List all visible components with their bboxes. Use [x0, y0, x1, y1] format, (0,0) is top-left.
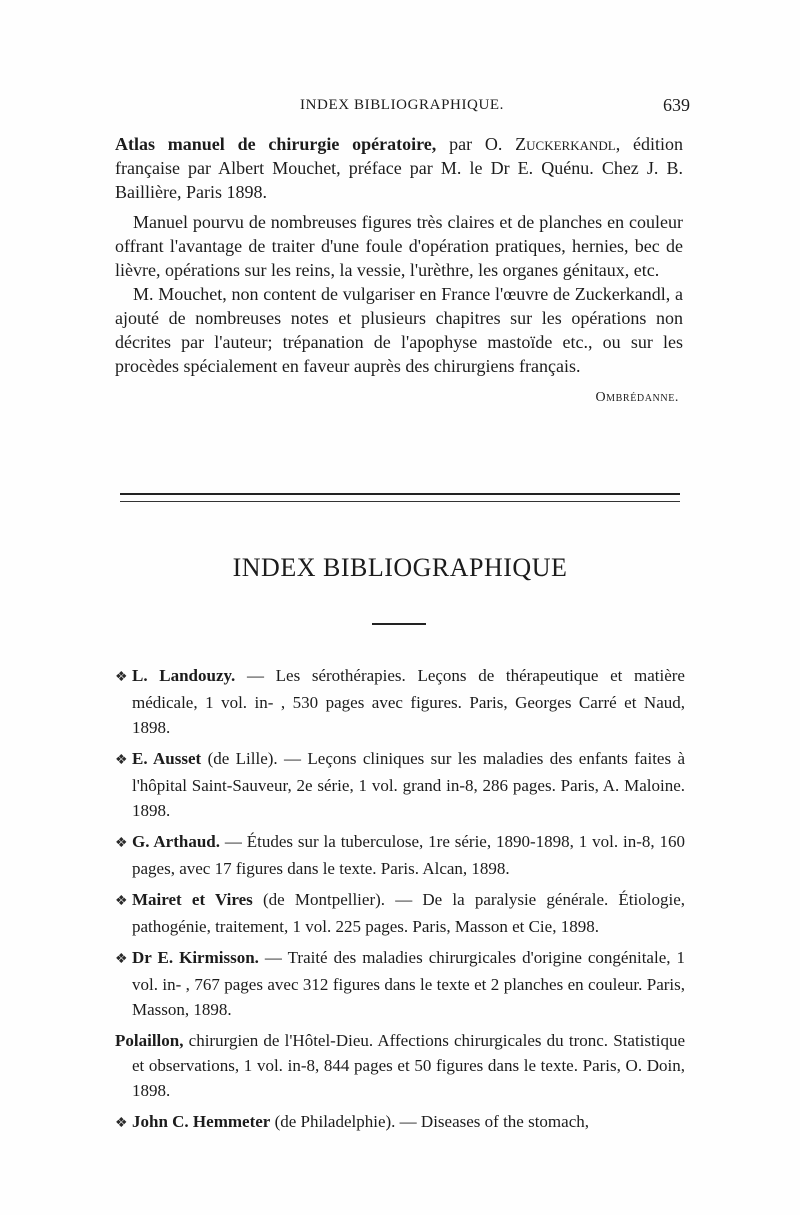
bibliography-entry	[115, 887, 685, 939]
review-signature: Ombrédanne.	[595, 390, 679, 405]
bibliography-entry	[115, 746, 685, 823]
page-number: 639	[663, 95, 690, 115]
bibliography-entry	[115, 945, 685, 1022]
bibliography-list	[115, 663, 685, 1142]
review-reference-details: , édition française par Albert Mouchet, préface par M. le Dr E. Quénu. Chez J. B. Baillière, Paris 1898.	[115, 134, 684, 202]
entry-marker-icon: ❖	[115, 753, 128, 768]
entry-text: — Études sur la tuberculose, 1re série, 1890-1898, 1 vol. in-8, 160 pages, avec 17 figures dans le texte. Paris. Alcan, 1898.	[132, 832, 685, 878]
entry-author: L. Landouzy.	[132, 666, 236, 685]
running-title: INDEX BIBLIOGRAPHIQUE.	[300, 97, 505, 113]
bibliography-entry	[115, 1028, 685, 1103]
entry-author: Dr E. Kirmisson.	[132, 948, 259, 967]
entry-text: (de Lille). — Leçons cliniques sur les maladies des enfants faites à l'hôpital Saint-Sauveur, 2e série, 1 vol. grand in-8, 286 pages. Paris, A. Maloine. 1898.	[132, 749, 685, 820]
entry-author: G. Arthaud.	[132, 832, 221, 851]
review-reference	[115, 132, 683, 204]
bibliography-entry	[115, 663, 685, 740]
entry-marker-icon: ❖	[115, 670, 128, 685]
entry-marker-icon: ❖	[115, 836, 128, 851]
entry-marker-icon: ❖	[115, 894, 128, 909]
heading-rule	[372, 623, 426, 625]
entry-author: John C. Hemmeter	[132, 1112, 271, 1131]
entry-marker-icon: ❖	[115, 952, 128, 967]
review-book-title: Atlas manuel de chirurgie opératoire,	[115, 134, 437, 154]
entry-marker-icon: ❖	[115, 1116, 128, 1131]
review-paragraph-2: M. Mouchet, non content de vulgariser en France l'œuvre de Zuckerkandl, a ajouté de nombreuses notes et plusieurs chapitres sur les opérations non décrites par l'auteur; trépanation de l'apophyse mastoïde etc., ou sur les procèdes spécialement en faveur auprès des chirurgiens français.	[115, 284, 683, 376]
review-by: par O.	[436, 134, 516, 154]
bibliography-entry	[115, 829, 685, 881]
bibliography-entry	[115, 1109, 685, 1136]
review-book-author: Zuckerkandl	[515, 134, 616, 154]
running-head	[100, 95, 690, 121]
section-divider	[120, 493, 680, 502]
entry-author: Mairet et Vires	[132, 890, 253, 909]
entry-text: chirurgien de l'Hôtel-Dieu. Affections chirurgicales du tronc. Statistique et observations, 1 vol. in-8, 844 pages et 50 figures dans le texte. Paris, O. Doin, 1898.	[132, 1031, 685, 1100]
book-review	[115, 132, 683, 410]
entry-text: — Les sérothérapies. Leçons de thérapeutique et matière médicale, 1 vol. in- , 530 pages avec figures. Paris, Georges Carré et Naud, 1898.	[132, 666, 685, 737]
entry-author: E. Ausset	[132, 749, 202, 768]
index-heading: INDEX BIBLIOGRAPHIQUE	[232, 553, 568, 582]
entry-text: — Traité des maladies chirurgicales d'origine congénitale, 1 vol. in- , 767 pages avec 312 figures dans le texte et 2 planches en couleur. Paris, Masson, 1898.	[132, 948, 685, 1019]
entry-author: Polaillon,	[115, 1031, 184, 1050]
review-paragraph-1: Manuel pourvu de nombreuses figures très claires et de planches en couleur offrant l'avantage de traiter d'une foule d'opération pratiques, hernies, bec de lièvre, opérations sur les reins, la vessie, l'urèthre, les organes génitaux, etc.	[115, 212, 683, 280]
entry-text: (de Montpellier). — De la paralysie générale. Étiologie, pathogénie, traitement, 1 vol. 225 pages. Paris, Masson et Cie, 1898.	[132, 890, 685, 936]
entry-text: (de Philadelphie). — Diseases of the stomach,	[270, 1112, 589, 1131]
